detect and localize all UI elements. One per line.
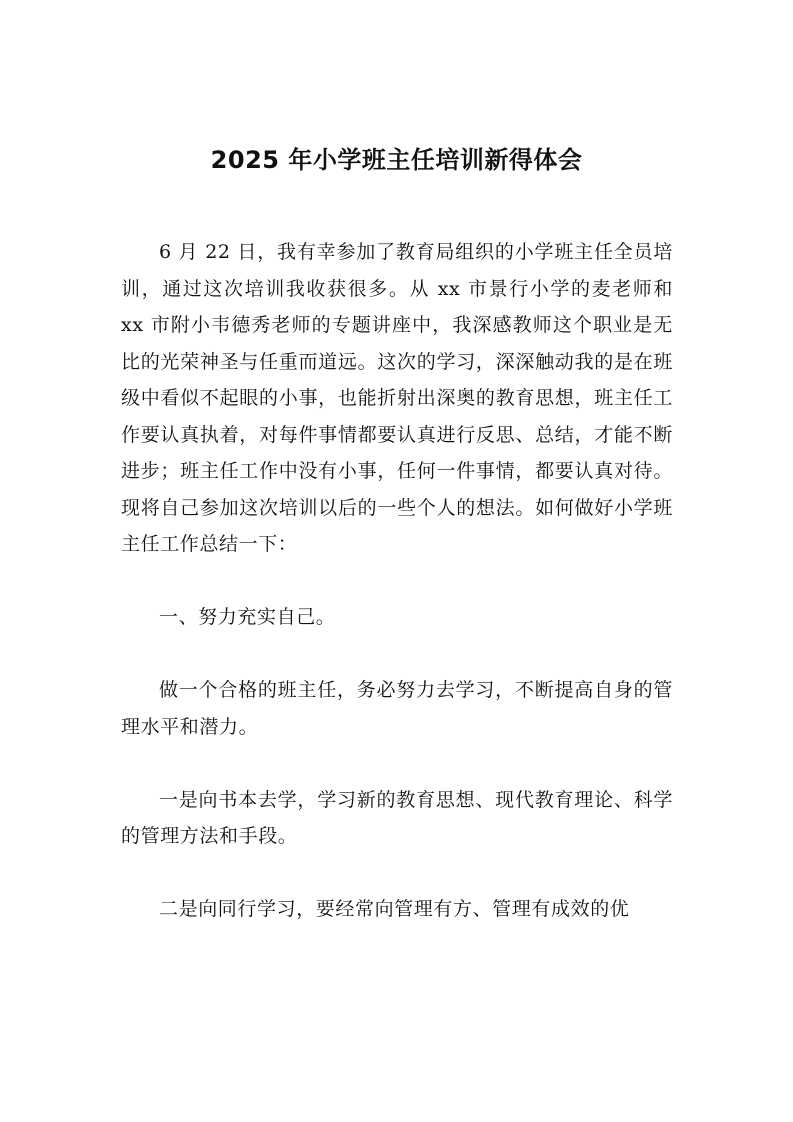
paragraph-spacer	[121, 636, 673, 673]
paragraph-spacer	[121, 745, 673, 782]
paragraph-section-1: 做一个合格的班主任，务必努力去学习，不断提高自身的管理水平和潜力。	[121, 679, 673, 738]
document-body	[121, 234, 673, 928]
paragraph-spacer	[121, 563, 673, 600]
paragraph-spacer	[121, 855, 673, 892]
paragraph-intro: 6 月 22 日，我有幸参加了教育局组织的小学班主任全员培训，通过这次培训我收获很多。从 xx 市景行小学的麦老师和 xx 市附小韦德秀老师的专题讲座中，我深感教师这个职业是无比的光荣神圣与任重而道远。这次的学习，深深触动我的是在班级中看似不起眼的小事，也能折射出深奥的教育思想，班主任工作要认真执着，对每件事情都要认真进行反思、总结，才能不断进步；班主任工作中没有小事，任何一件事情，都要认真对待。现将自己参加这次培训以后的一些个人的想法。如何做好小学班主任工作总结一下：	[121, 241, 673, 555]
document-title: 2025 年小学班主任培训新得体会	[210, 146, 583, 175]
paragraph-point-1: 一是向书本去学，学习新的教育思想、现代教育理论、科学的管理方法和手段。	[121, 788, 673, 847]
paragraph-point-2: 二是向同行学习，要经常向管理有方、管理有成效的优	[159, 898, 630, 920]
section-heading-1: 一、努力充实自己。	[159, 606, 336, 628]
